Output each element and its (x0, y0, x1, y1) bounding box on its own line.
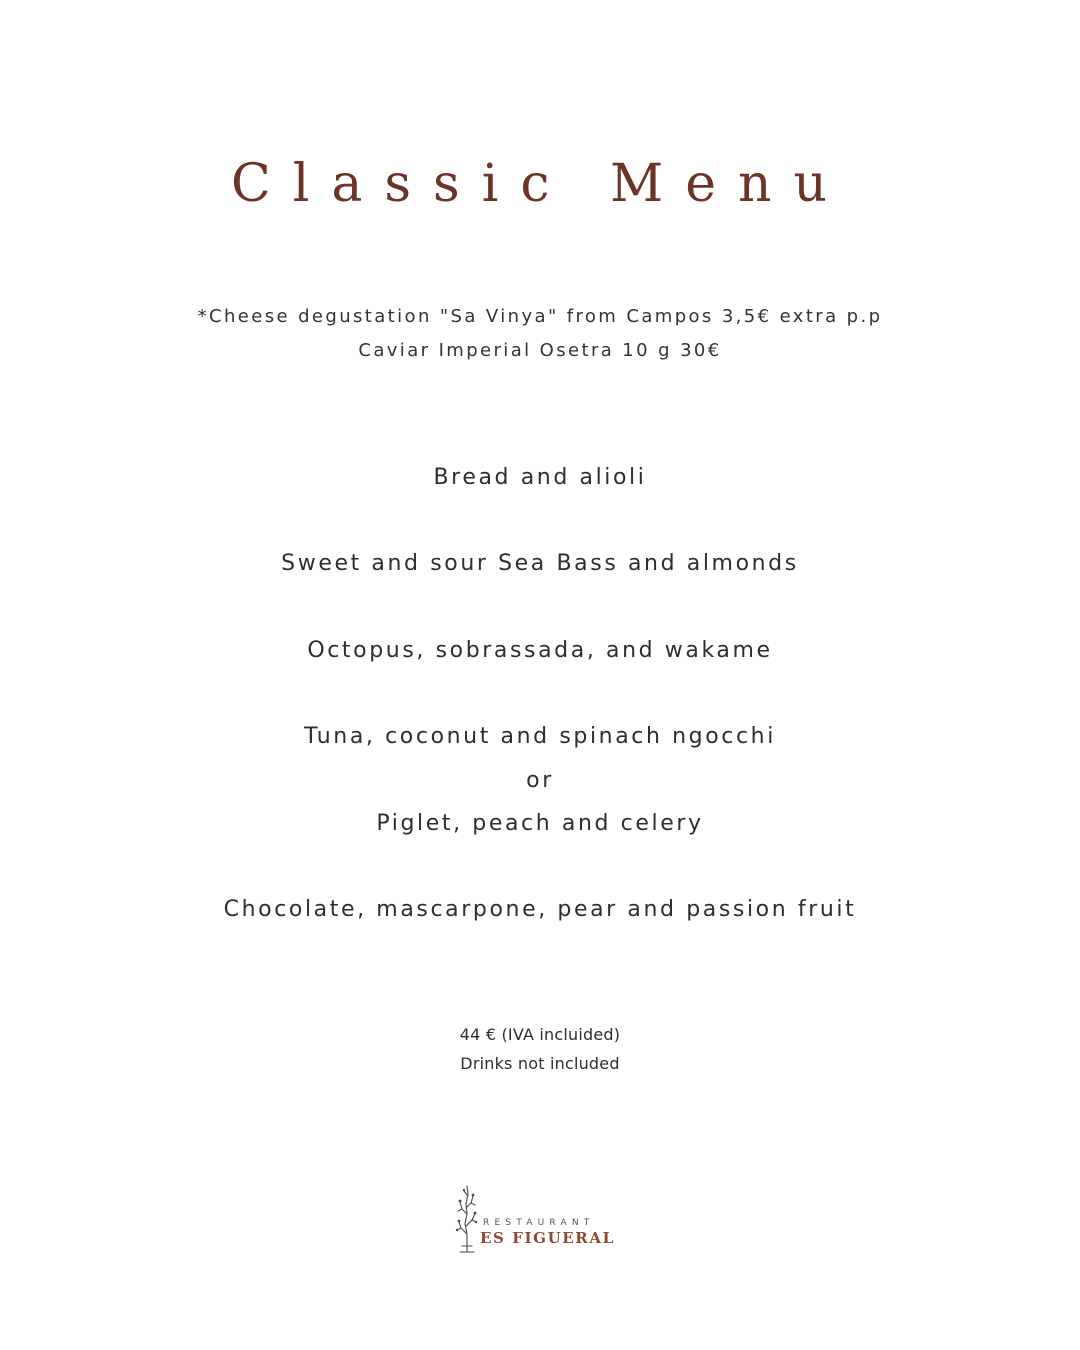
drinks-note: Drinks not included (460, 1054, 620, 1073)
menu-title: Classic Menu (230, 154, 850, 214)
logo-restaurant-label: RESTAURANT (483, 1218, 595, 1228)
course-sea-bass: Sweet and sour Sea Bass and almonds (281, 551, 799, 576)
course-bread: Bread and alioli (433, 465, 647, 490)
course-dessert: Chocolate, mascarpone, pear and passion fruit (223, 897, 857, 922)
restaurant-logo (454, 1184, 626, 1256)
tree-icon (454, 1184, 480, 1254)
course-tuna: Tuna, coconut and spinach ngocchi (304, 724, 776, 749)
course-octopus: Octopus, sobrassada, and wakame (307, 638, 773, 663)
price-text: 44 € (IVA incluided) (459, 1025, 621, 1044)
price-section (0, 1020, 1080, 1078)
logo-restaurant-name: ES FIGUERAL (480, 1229, 615, 1247)
course-or-separator: or (526, 768, 554, 793)
caviar-extra: Caviar Imperial Osetra 10 g 30€ (358, 340, 722, 361)
cheese-extra: *Cheese degustation "Sa Vinya" from Campos 3,5€ extra p.p (197, 306, 883, 327)
extras-section (0, 300, 1080, 368)
course-piglet: Piglet, peach and celery (376, 811, 704, 836)
